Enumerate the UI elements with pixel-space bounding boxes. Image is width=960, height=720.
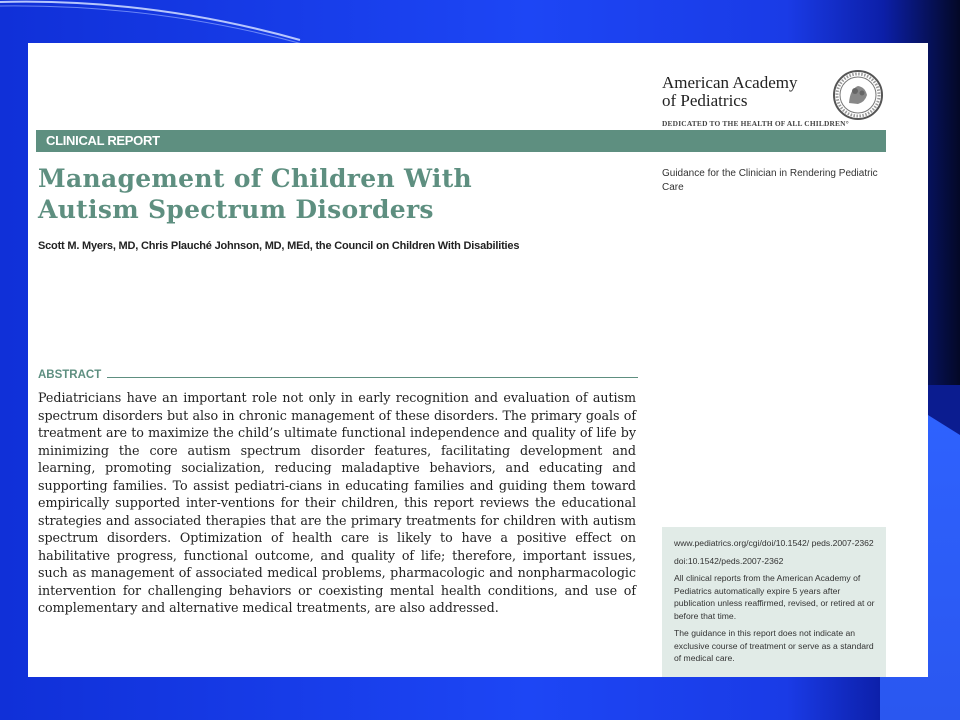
abstract-body: Pediatricians have an important role not only in early recognition and evaluation of autism spectrum disorders but also in chronic management of these disorders. The primary goals of treatment are to maximize the child’s ultimate functional independence and quality of life by minimizing the core autism spectrum disorder features, facilitating development and learning, promoting socialization, reducing maladaptive behaviors, and educating and supporting families. To assist pediatri-cians in educating families and guiding them toward empirically supported inter-ventions for their children, this report reviews the educational strategies and associated therapies that are the primary treatments for children with autism spectrum disorders. Optimization of health care is likely to have a positive effect on habilitative progress, functional outcome, and quality of life; therefore, important issues, such as management of associated medical problems, pharmacologic and nonpharmacologic intervention for challenging behaviors or coexisting mental health conditions, and use of complementary and alternative medical treatments, are also addressed. [38,390,636,615]
aap-seal-icon [832,69,884,121]
article-page [28,43,928,677]
organization-name [662,74,797,110]
article-title-line2: Autism Spectrum Disorders [38,195,434,224]
report-type-label: CLINICAL REPORT [46,133,160,148]
organization-tagline: DEDICATED TO THE HEALTH OF ALL CHILDREN° [662,119,849,128]
expiry-note: All clinical reports from the American Academy of Pediatrics automatically expire 5 years after publication unless reaffirmed, revised, or retired at or before that time. [674,573,875,621]
guidance-note: Guidance for the Clinician in Rendering Pediatric Care [662,168,878,193]
guidance-disclaimer: The guidance in this report does not indicate an exclusive course of treatment or serve as a standard of medical care. [674,628,874,663]
article-title-line1: Management of Children With [38,164,473,193]
article-authors: Scott M. Myers, MD, Chris Plauché Johnson, MD, MEd, the Council on Children With Disabilities [38,240,520,252]
abstract-rule [38,377,638,378]
abstract-heading [38,369,638,383]
article-url[interactable]: www.pediatrics.org/cgi/doi/10.1542/ peds.2007-2362 [674,538,874,548]
aap-logo [662,69,924,131]
article-doi: doi:10.1542/peds.2007-2362 [674,555,784,566]
organization-name-line1: American Academy [662,73,798,92]
article-info-box [662,527,886,677]
organization-name-line2: of Pediatrics [662,91,748,110]
abstract-label: ABSTRACT [38,369,107,381]
article-title [38,163,638,225]
clinical-report-bar [36,130,886,152]
